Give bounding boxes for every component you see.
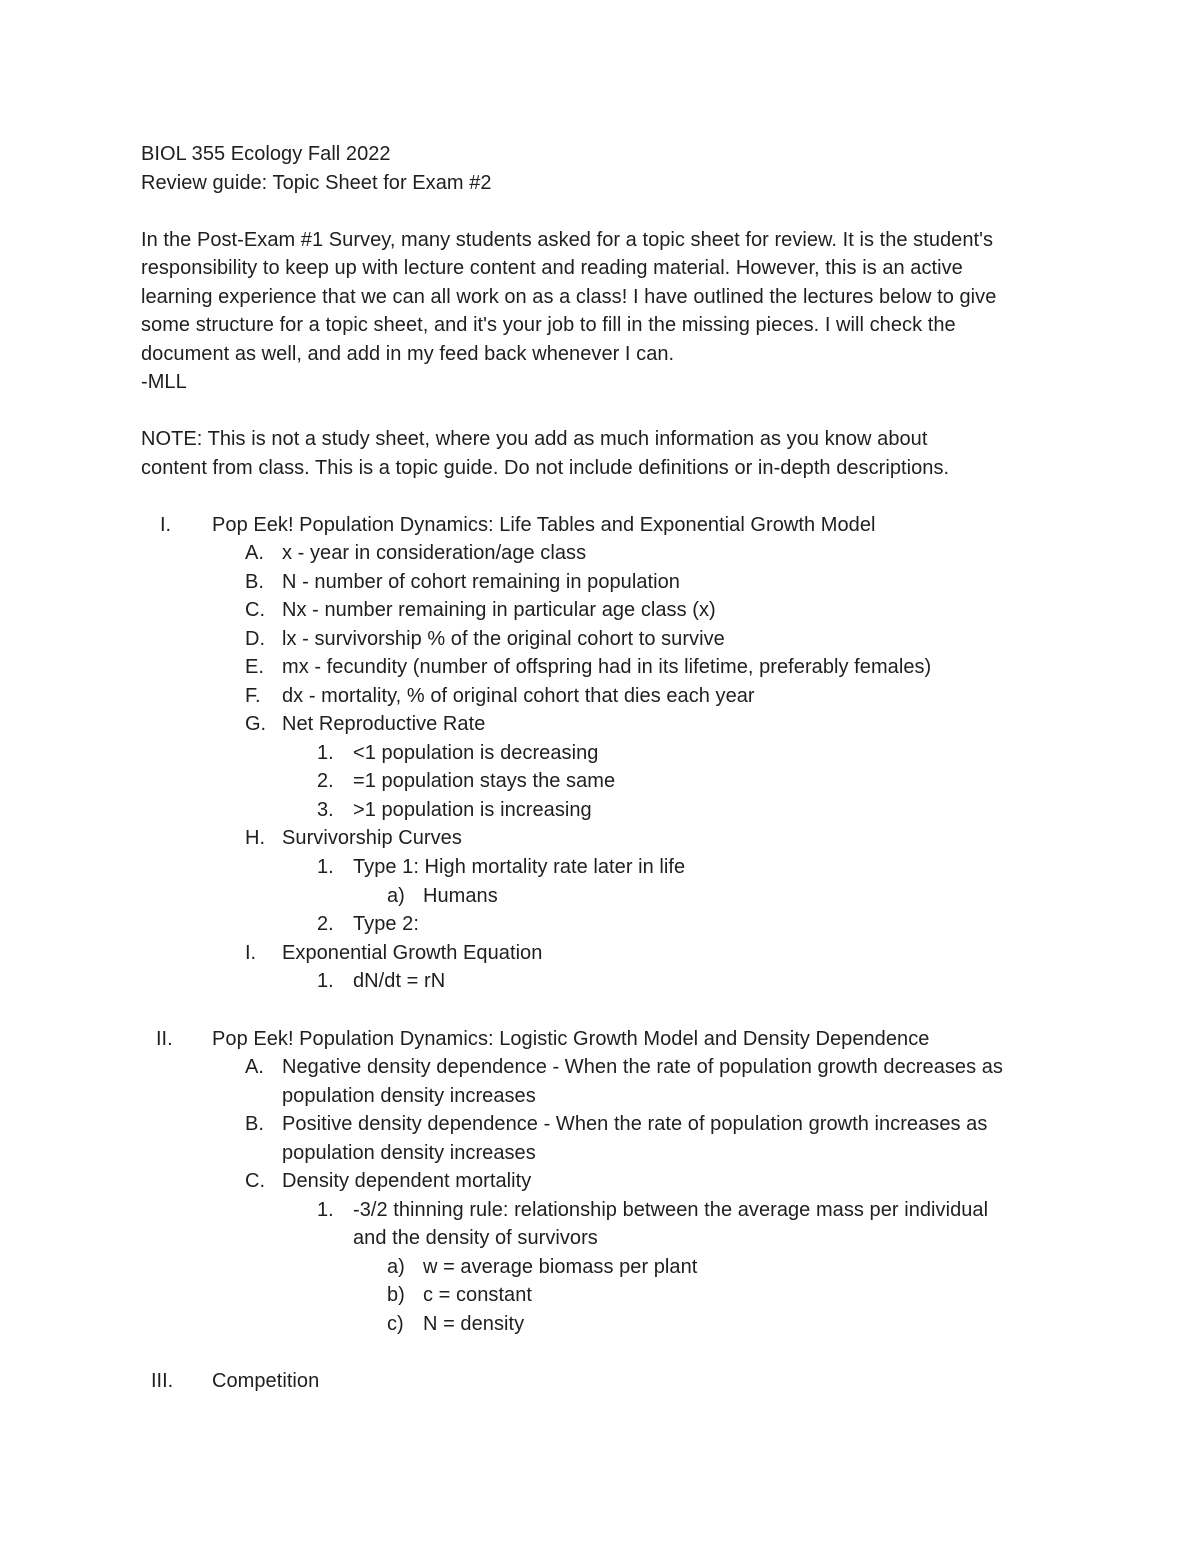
item-marker: A. (245, 1056, 264, 1078)
subitem-marker: 2. (317, 770, 334, 792)
list-item: N - number of cohort remaining in population (282, 571, 680, 593)
list-subitem-continuation: and the density of survivors (353, 1227, 598, 1249)
intro-line: In the Post-Exam #1 Survey, many students asked for a topic sheet for review. It is the student's (141, 229, 994, 251)
section-title: Pop Eek! Population Dynamics: Logistic Growth Model and Density Dependence (212, 1028, 930, 1050)
list-item: dx - mortality, % of original cohort that dies each year (282, 685, 755, 707)
list-subitem: Type 2: (353, 913, 419, 935)
item-marker: F. (245, 685, 261, 707)
list-item: Density dependent mortality (282, 1170, 532, 1192)
item-marker: D. (245, 628, 265, 650)
note-line: NOTE: This is not a study sheet, where you add as much information as you know about (141, 428, 928, 450)
course-title: BIOL 355 Ecology Fall 2022 (141, 143, 391, 165)
list-subitem: >1 population is increasing (353, 799, 592, 821)
section-title: Pop Eek! Population Dynamics: Life Tables and Exponential Growth Model (212, 514, 876, 536)
intro-line: learning experience that we can all work on as a class! I have outlined the lectures below to give (141, 286, 997, 308)
note-line: content from class. This is a topic guide. Do not include definitions or in-depth descriptions. (141, 457, 950, 479)
subitem-marker: 2. (317, 913, 334, 935)
list-subsubitem: c = constant (423, 1284, 532, 1306)
subsubitem-marker: b) (387, 1284, 405, 1306)
list-subitem: =1 population stays the same (353, 770, 616, 792)
list-subitem: -3/2 thinning rule: relationship between the average mass per individual (353, 1199, 989, 1221)
list-item: Negative density dependence - When the rate of population growth decreases as (282, 1056, 1003, 1078)
item-marker: I. (245, 942, 257, 964)
section-marker: II. (156, 1028, 173, 1050)
section-marker: III. (151, 1370, 174, 1392)
section-marker: I. (160, 514, 172, 536)
item-marker: C. (245, 1170, 265, 1192)
intro-line: responsibility to keep up with lecture content and reading material. However, this is an active (141, 257, 963, 279)
item-marker: E. (245, 656, 264, 678)
item-marker: G. (245, 713, 267, 735)
list-item-continuation: population density increases (282, 1085, 536, 1107)
list-item: lx - survivorship % of the original cohort to survive (282, 628, 725, 650)
signature: -MLL (141, 371, 187, 393)
item-marker: B. (245, 1113, 264, 1135)
list-item: Positive density dependence - When the rate of population growth increases as (282, 1113, 988, 1135)
list-item: Survivorship Curves (282, 827, 462, 849)
list-item-continuation: population density increases (282, 1142, 536, 1164)
subitem-marker: 1. (317, 742, 334, 764)
intro-line: document as well, and add in my feed back whenever I can. (141, 343, 675, 365)
document-subtitle: Review guide: Topic Sheet for Exam #2 (141, 172, 492, 194)
list-subsubitem: N = density (423, 1313, 525, 1335)
section-title: Competition (212, 1370, 320, 1392)
list-subitem: dN/dt = rN (353, 970, 446, 992)
item-marker: H. (245, 827, 265, 849)
list-item: Net Reproductive Rate (282, 713, 486, 735)
list-item: mx - fecundity (number of offspring had in its lifetime, preferably females) (282, 656, 932, 678)
list-subsubitem: w = average biomass per plant (423, 1256, 698, 1278)
list-subsubitem: Humans (423, 885, 498, 907)
subsubitem-marker: a) (387, 885, 405, 907)
list-subitem: <1 population is decreasing (353, 742, 599, 764)
list-item: Exponential Growth Equation (282, 942, 543, 964)
item-marker: C. (245, 599, 265, 621)
subitem-marker: 1. (317, 1199, 334, 1221)
list-subitem: Type 1: High mortality rate later in life (353, 856, 686, 878)
list-item: Nx - number remaining in particular age class (x) (282, 599, 716, 621)
list-item: x - year in consideration/age class (282, 542, 587, 564)
item-marker: B. (245, 571, 264, 593)
subsubitem-marker: a) (387, 1256, 405, 1278)
subitem-marker: 1. (317, 856, 334, 878)
item-marker: A. (245, 542, 264, 564)
subitem-marker: 1. (317, 970, 334, 992)
intro-line: some structure for a topic sheet, and it's your job to fill in the missing pieces. I will check the (141, 314, 956, 336)
subitem-marker: 3. (317, 799, 334, 821)
subsubitem-marker: c) (387, 1313, 404, 1335)
